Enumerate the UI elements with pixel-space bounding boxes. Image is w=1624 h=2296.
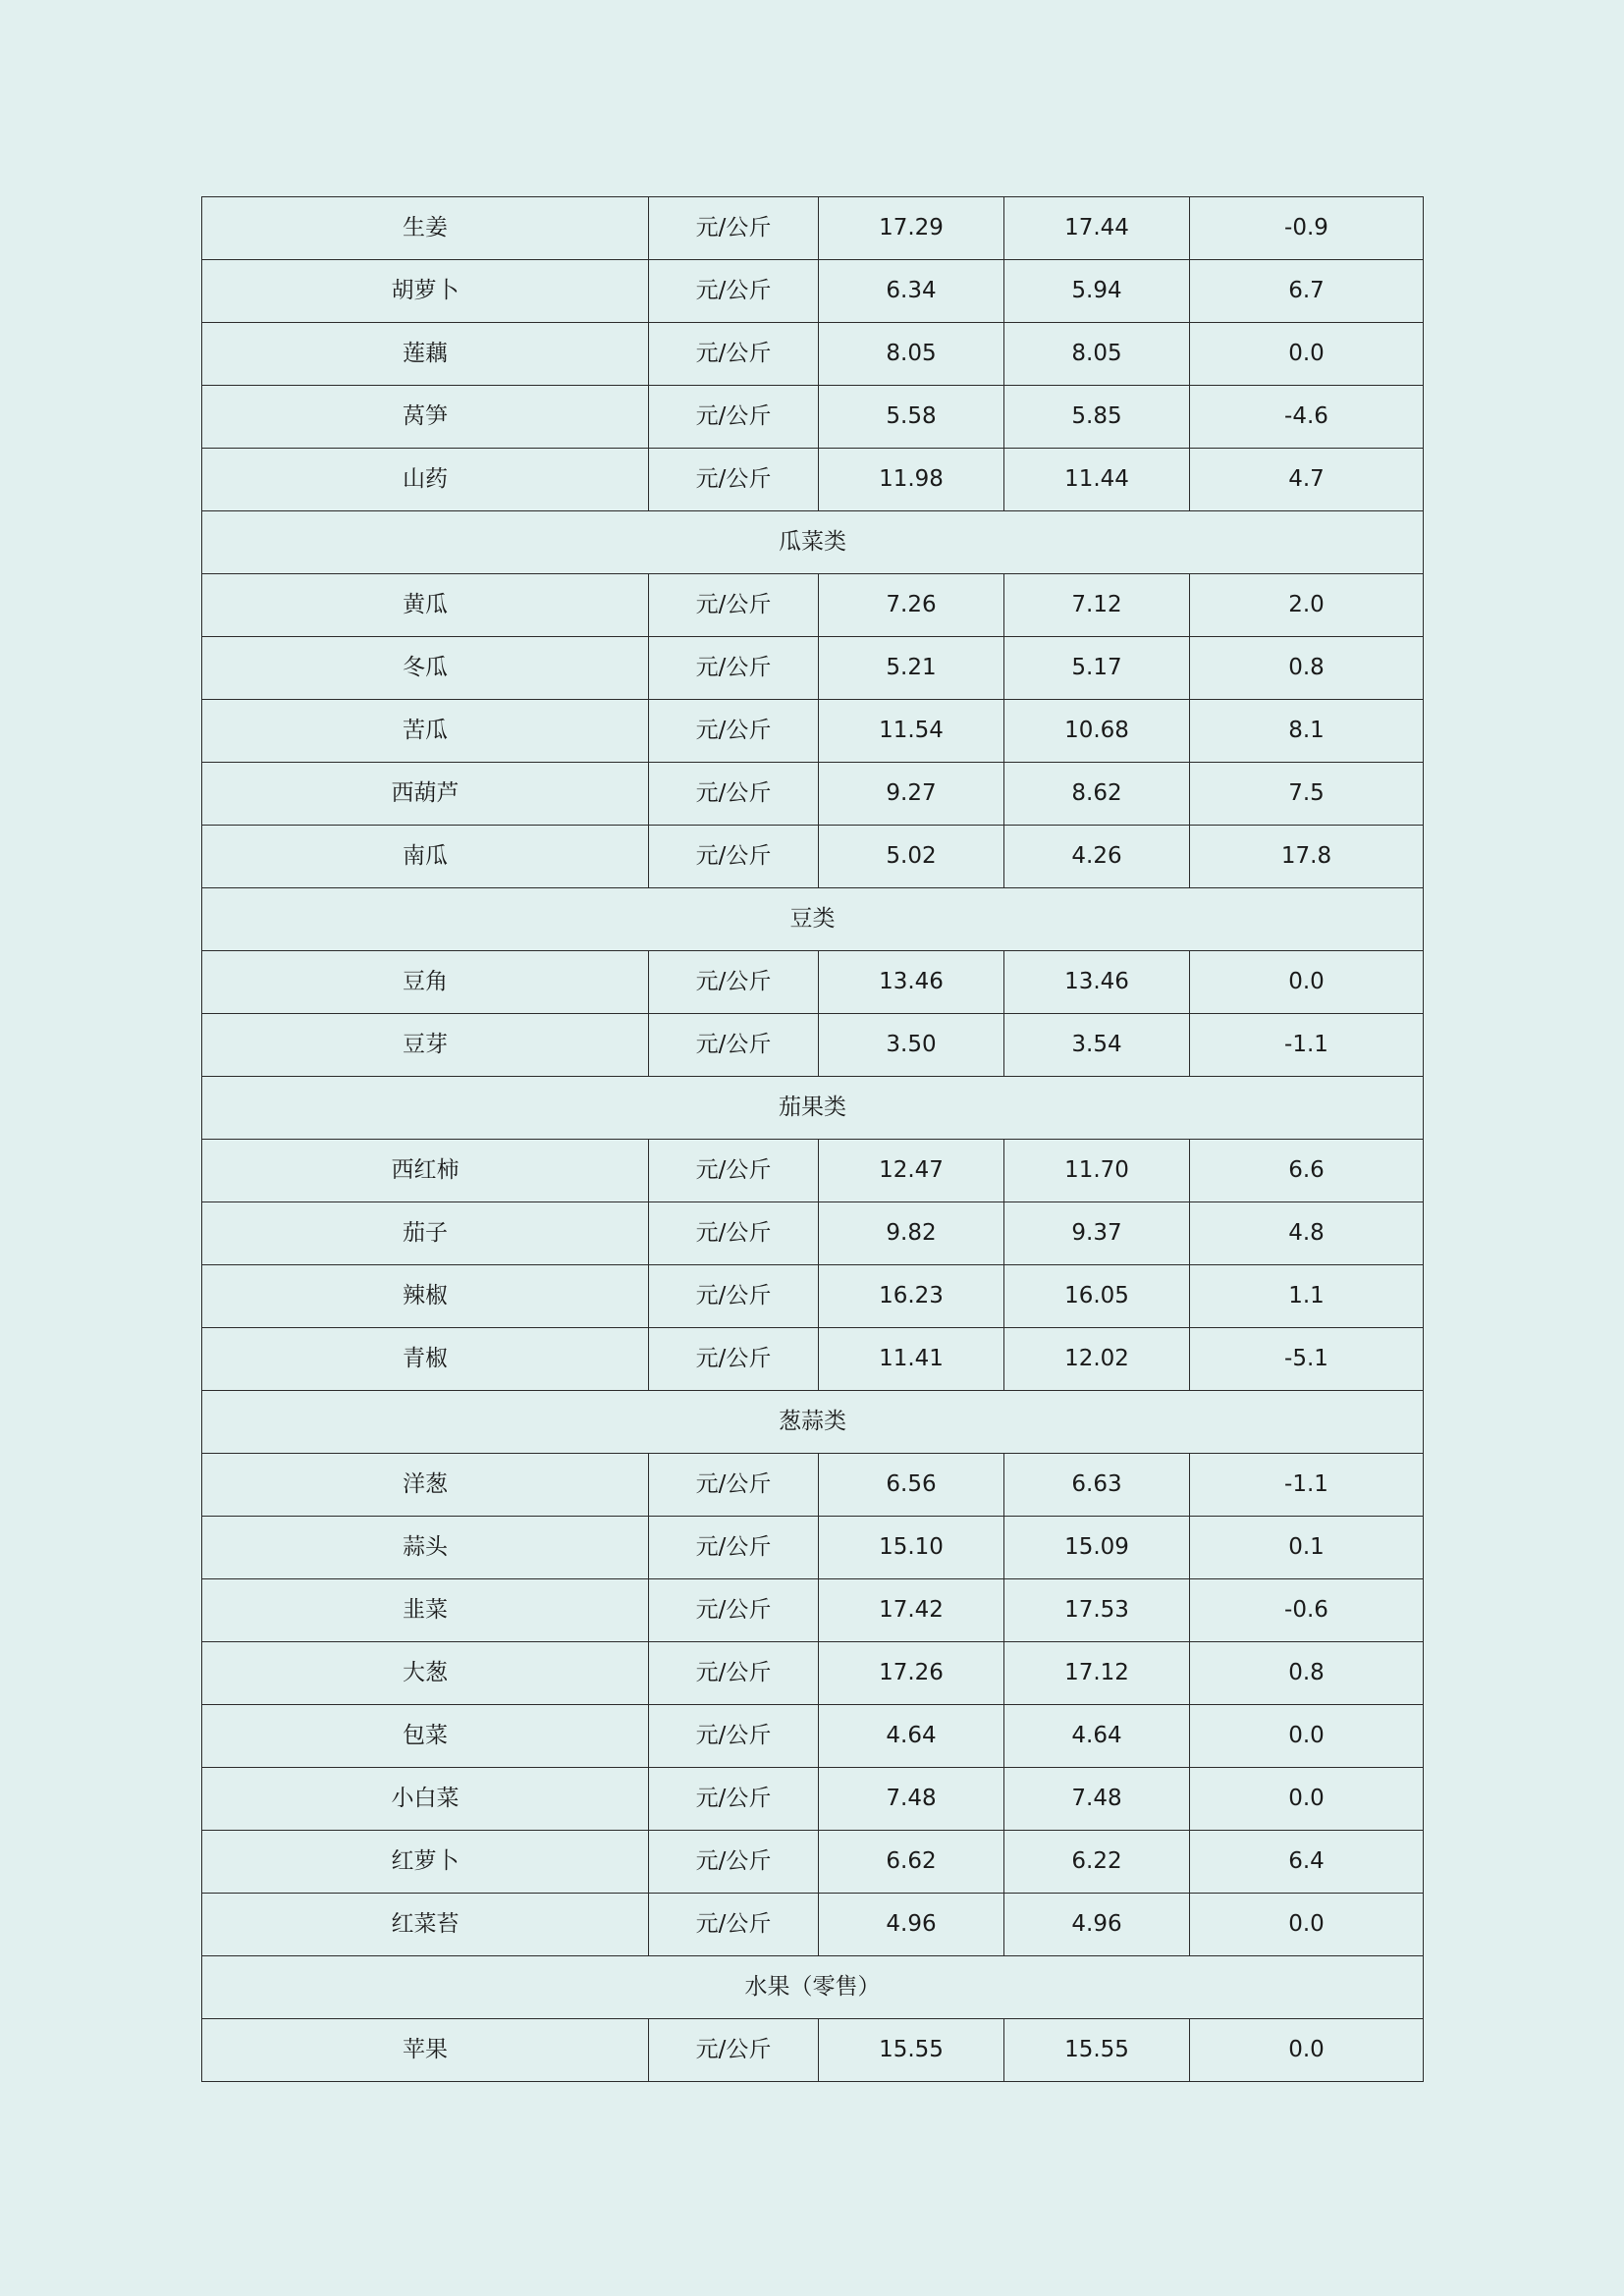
item-name-cell: 生姜 xyxy=(202,197,649,260)
table-row xyxy=(202,1705,1424,1768)
unit-cell: 元/公斤 xyxy=(649,763,819,826)
unit-cell: 元/公斤 xyxy=(649,386,819,449)
item-name-cell: 南瓜 xyxy=(202,826,649,888)
item-name-cell: 茄子 xyxy=(202,1202,649,1265)
item-name-cell: 韭菜 xyxy=(202,1579,649,1642)
change-percent-cell: -0.6 xyxy=(1190,1579,1424,1642)
table-body xyxy=(202,197,1424,2082)
previous-price-cell: 8.05 xyxy=(1004,323,1190,386)
current-price-cell: 17.42 xyxy=(819,1579,1004,1642)
current-price-cell: 4.64 xyxy=(819,1705,1004,1768)
previous-price-cell: 17.12 xyxy=(1004,1642,1190,1705)
item-name-cell: 西红柿 xyxy=(202,1140,649,1202)
category-label: 瓜菜类 xyxy=(202,511,1424,574)
previous-price-cell: 10.68 xyxy=(1004,700,1190,763)
unit-cell: 元/公斤 xyxy=(649,449,819,511)
change-percent-cell: -0.9 xyxy=(1190,197,1424,260)
change-percent-cell: 6.4 xyxy=(1190,1831,1424,1894)
table-row xyxy=(202,1579,1424,1642)
change-percent-cell: -5.1 xyxy=(1190,1328,1424,1391)
category-label: 水果（零售） xyxy=(202,1956,1424,2019)
unit-cell: 元/公斤 xyxy=(649,1265,819,1328)
previous-price-cell: 5.94 xyxy=(1004,260,1190,323)
table-row xyxy=(202,323,1424,386)
price-table xyxy=(201,196,1424,2082)
previous-price-cell: 15.09 xyxy=(1004,1517,1190,1579)
current-price-cell: 6.34 xyxy=(819,260,1004,323)
category-row xyxy=(202,888,1424,951)
current-price-cell: 9.27 xyxy=(819,763,1004,826)
change-percent-cell: 0.8 xyxy=(1190,637,1424,700)
unit-cell: 元/公斤 xyxy=(649,1642,819,1705)
unit-cell: 元/公斤 xyxy=(649,1831,819,1894)
item-name-cell: 辣椒 xyxy=(202,1265,649,1328)
previous-price-cell: 7.48 xyxy=(1004,1768,1190,1831)
table-row xyxy=(202,1642,1424,1705)
unit-cell: 元/公斤 xyxy=(649,1454,819,1517)
item-name-cell: 莲藕 xyxy=(202,323,649,386)
table-row xyxy=(202,1517,1424,1579)
current-price-cell: 4.96 xyxy=(819,1894,1004,1956)
category-row xyxy=(202,1956,1424,2019)
category-row xyxy=(202,511,1424,574)
change-percent-cell: 7.5 xyxy=(1190,763,1424,826)
table-row xyxy=(202,449,1424,511)
current-price-cell: 9.82 xyxy=(819,1202,1004,1265)
item-name-cell: 洋葱 xyxy=(202,1454,649,1517)
previous-price-cell: 17.44 xyxy=(1004,197,1190,260)
table-row xyxy=(202,386,1424,449)
unit-cell: 元/公斤 xyxy=(649,574,819,637)
item-name-cell: 包菜 xyxy=(202,1705,649,1768)
current-price-cell: 3.50 xyxy=(819,1014,1004,1077)
change-percent-cell: 0.0 xyxy=(1190,951,1424,1014)
item-name-cell: 红菜苔 xyxy=(202,1894,649,1956)
table-row xyxy=(202,1014,1424,1077)
current-price-cell: 5.02 xyxy=(819,826,1004,888)
current-price-cell: 7.48 xyxy=(819,1768,1004,1831)
previous-price-cell: 6.63 xyxy=(1004,1454,1190,1517)
table-row xyxy=(202,1894,1424,1956)
previous-price-cell: 7.12 xyxy=(1004,574,1190,637)
previous-price-cell: 8.62 xyxy=(1004,763,1190,826)
table-row xyxy=(202,951,1424,1014)
previous-price-cell: 5.85 xyxy=(1004,386,1190,449)
item-name-cell: 山药 xyxy=(202,449,649,511)
current-price-cell: 17.29 xyxy=(819,197,1004,260)
change-percent-cell: 0.0 xyxy=(1190,323,1424,386)
change-percent-cell: 1.1 xyxy=(1190,1265,1424,1328)
current-price-cell: 6.62 xyxy=(819,1831,1004,1894)
previous-price-cell: 5.17 xyxy=(1004,637,1190,700)
table-row xyxy=(202,1454,1424,1517)
unit-cell: 元/公斤 xyxy=(649,951,819,1014)
unit-cell: 元/公斤 xyxy=(649,1894,819,1956)
table-row xyxy=(202,197,1424,260)
unit-cell: 元/公斤 xyxy=(649,1140,819,1202)
previous-price-cell: 4.96 xyxy=(1004,1894,1190,1956)
change-percent-cell: 4.7 xyxy=(1190,449,1424,511)
previous-price-cell: 15.55 xyxy=(1004,2019,1190,2082)
current-price-cell: 5.21 xyxy=(819,637,1004,700)
current-price-cell: 11.54 xyxy=(819,700,1004,763)
unit-cell: 元/公斤 xyxy=(649,826,819,888)
unit-cell: 元/公斤 xyxy=(649,1328,819,1391)
current-price-cell: 17.26 xyxy=(819,1642,1004,1705)
change-percent-cell: 2.0 xyxy=(1190,574,1424,637)
current-price-cell: 5.58 xyxy=(819,386,1004,449)
current-price-cell: 16.23 xyxy=(819,1265,1004,1328)
item-name-cell: 冬瓜 xyxy=(202,637,649,700)
item-name-cell: 蒜头 xyxy=(202,1517,649,1579)
current-price-cell: 15.55 xyxy=(819,2019,1004,2082)
unit-cell: 元/公斤 xyxy=(649,637,819,700)
change-percent-cell: 6.7 xyxy=(1190,260,1424,323)
previous-price-cell: 16.05 xyxy=(1004,1265,1190,1328)
change-percent-cell: 4.8 xyxy=(1190,1202,1424,1265)
table-row xyxy=(202,700,1424,763)
category-label: 豆类 xyxy=(202,888,1424,951)
category-label: 茄果类 xyxy=(202,1077,1424,1140)
table-row xyxy=(202,260,1424,323)
unit-cell: 元/公斤 xyxy=(649,197,819,260)
current-price-cell: 11.98 xyxy=(819,449,1004,511)
change-percent-cell: 8.1 xyxy=(1190,700,1424,763)
category-row xyxy=(202,1077,1424,1140)
change-percent-cell: -4.6 xyxy=(1190,386,1424,449)
current-price-cell: 8.05 xyxy=(819,323,1004,386)
unit-cell: 元/公斤 xyxy=(649,323,819,386)
table-row xyxy=(202,2019,1424,2082)
previous-price-cell: 4.26 xyxy=(1004,826,1190,888)
unit-cell: 元/公斤 xyxy=(649,1014,819,1077)
item-name-cell: 黄瓜 xyxy=(202,574,649,637)
change-percent-cell: 0.1 xyxy=(1190,1517,1424,1579)
change-percent-cell: 0.0 xyxy=(1190,1768,1424,1831)
unit-cell: 元/公斤 xyxy=(649,2019,819,2082)
table-row xyxy=(202,1265,1424,1328)
change-percent-cell: 0.0 xyxy=(1190,1894,1424,1956)
change-percent-cell: -1.1 xyxy=(1190,1014,1424,1077)
previous-price-cell: 9.37 xyxy=(1004,1202,1190,1265)
table-row xyxy=(202,763,1424,826)
item-name-cell: 红萝卜 xyxy=(202,1831,649,1894)
current-price-cell: 11.41 xyxy=(819,1328,1004,1391)
unit-cell: 元/公斤 xyxy=(649,1202,819,1265)
previous-price-cell: 13.46 xyxy=(1004,951,1190,1014)
current-price-cell: 15.10 xyxy=(819,1517,1004,1579)
item-name-cell: 小白菜 xyxy=(202,1768,649,1831)
unit-cell: 元/公斤 xyxy=(649,700,819,763)
item-name-cell: 大葱 xyxy=(202,1642,649,1705)
table-row xyxy=(202,637,1424,700)
previous-price-cell: 11.70 xyxy=(1004,1140,1190,1202)
previous-price-cell: 17.53 xyxy=(1004,1579,1190,1642)
unit-cell: 元/公斤 xyxy=(649,1579,819,1642)
unit-cell: 元/公斤 xyxy=(649,1517,819,1579)
table-row xyxy=(202,826,1424,888)
table-row xyxy=(202,1328,1424,1391)
item-name-cell: 苹果 xyxy=(202,2019,649,2082)
table-row xyxy=(202,574,1424,637)
current-price-cell: 13.46 xyxy=(819,951,1004,1014)
previous-price-cell: 11.44 xyxy=(1004,449,1190,511)
category-label: 葱蒜类 xyxy=(202,1391,1424,1454)
current-price-cell: 12.47 xyxy=(819,1140,1004,1202)
change-percent-cell: 6.6 xyxy=(1190,1140,1424,1202)
change-percent-cell: 0.8 xyxy=(1190,1642,1424,1705)
item-name-cell: 胡萝卜 xyxy=(202,260,649,323)
change-percent-cell: 17.8 xyxy=(1190,826,1424,888)
item-name-cell: 西葫芦 xyxy=(202,763,649,826)
unit-cell: 元/公斤 xyxy=(649,1705,819,1768)
change-percent-cell: -1.1 xyxy=(1190,1454,1424,1517)
item-name-cell: 青椒 xyxy=(202,1328,649,1391)
previous-price-cell: 3.54 xyxy=(1004,1014,1190,1077)
previous-price-cell: 4.64 xyxy=(1004,1705,1190,1768)
current-price-cell: 6.56 xyxy=(819,1454,1004,1517)
unit-cell: 元/公斤 xyxy=(649,260,819,323)
table-row xyxy=(202,1140,1424,1202)
item-name-cell: 莴笋 xyxy=(202,386,649,449)
item-name-cell: 豆角 xyxy=(202,951,649,1014)
table-row xyxy=(202,1831,1424,1894)
change-percent-cell: 0.0 xyxy=(1190,2019,1424,2082)
table-row xyxy=(202,1768,1424,1831)
previous-price-cell: 6.22 xyxy=(1004,1831,1190,1894)
item-name-cell: 苦瓜 xyxy=(202,700,649,763)
current-price-cell: 7.26 xyxy=(819,574,1004,637)
previous-price-cell: 12.02 xyxy=(1004,1328,1190,1391)
change-percent-cell: 0.0 xyxy=(1190,1705,1424,1768)
unit-cell: 元/公斤 xyxy=(649,1768,819,1831)
table-row xyxy=(202,1202,1424,1265)
item-name-cell: 豆芽 xyxy=(202,1014,649,1077)
category-row xyxy=(202,1391,1424,1454)
